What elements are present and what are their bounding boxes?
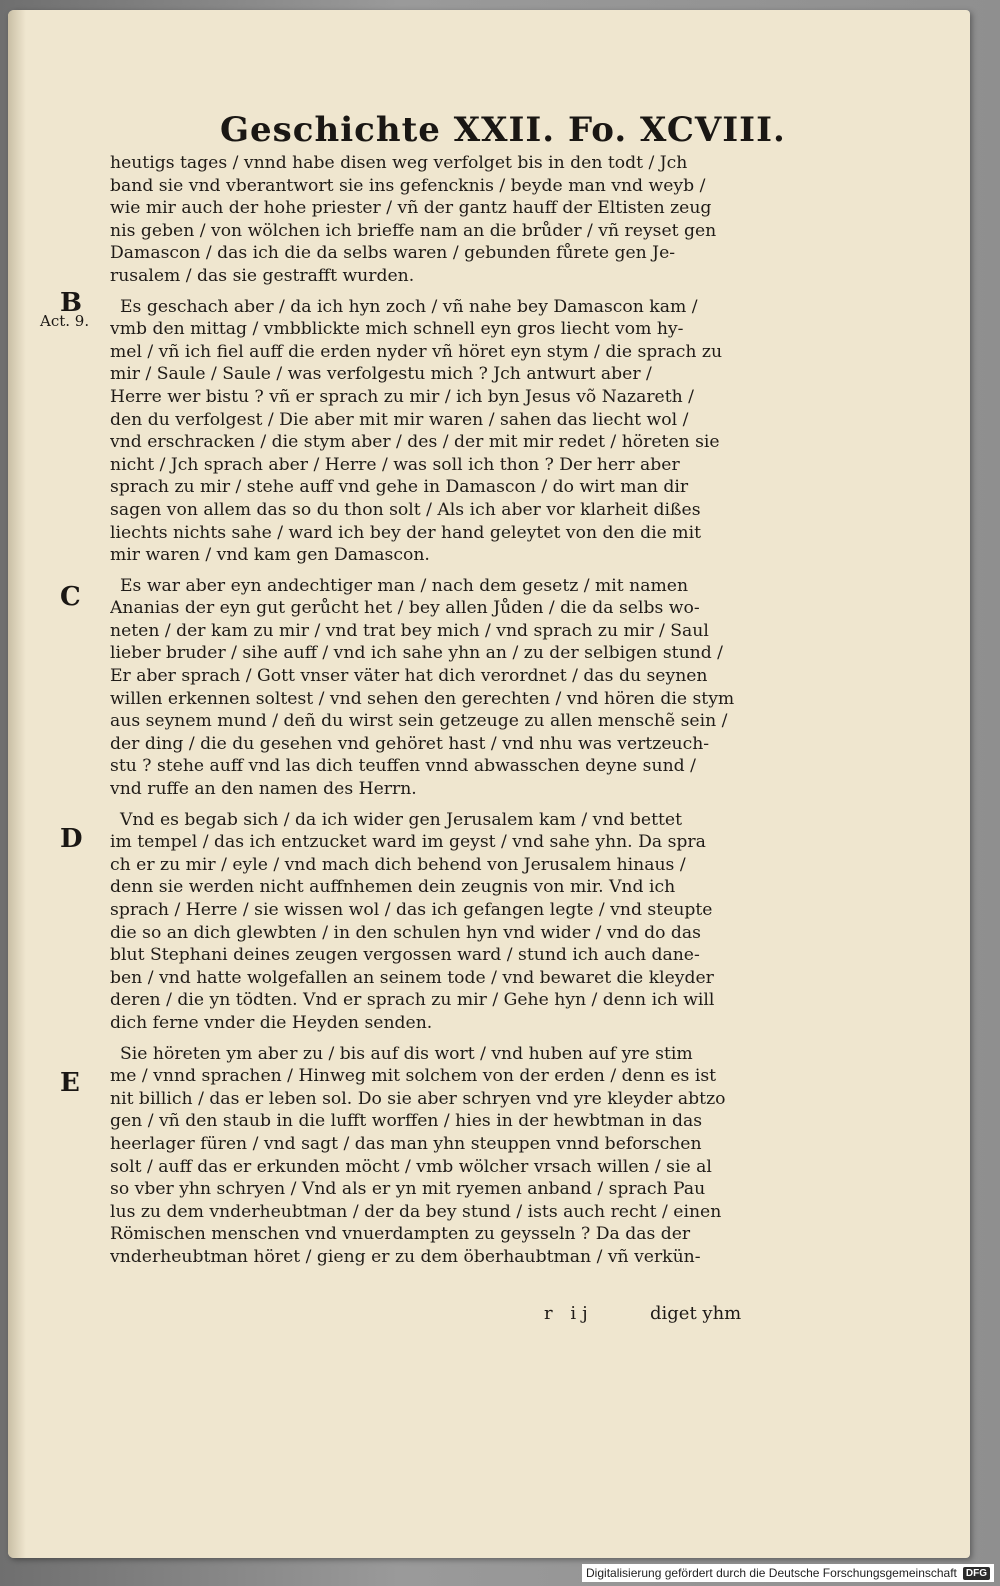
text-line: Er aber sprach / Gott vnser väter hat dich verordnet / das du seynen (110, 666, 708, 687)
paragraph-4 (110, 809, 770, 1035)
text-line: mel / vñ ich fiel auff die erden nyder vñ höret eyn stym / die sprach zu (110, 341, 723, 362)
margin-note-act: Act. 9. (40, 312, 90, 330)
text-line: Damascon / das ich die da selbs waren / gebunden fůrete gen Je- (110, 243, 676, 264)
text-line: nis geben / von wölchen ich brieffe nam an die brůder / vñ reyset gen (110, 220, 717, 241)
text-line: solt / auff das er erkunden möcht / vmb wölcher vrsach willen / sie al (110, 1156, 712, 1177)
text-line: band sie vnd vberantwort sie ins gefencknis / beyde man vnd weyb / (110, 175, 706, 196)
paragraph-2 (110, 296, 770, 567)
text-line: aus seynem mund / deñ du wirst sein getzeuge zu allen menschẽ sein / (110, 711, 728, 732)
text-line: sprach zu mir / stehe auff vnd gehe in Damascon / do wirt man dir (110, 477, 689, 498)
text-line: Römischen menschen vnd vnuerdampten zu geysseln ? Da das der (110, 1224, 691, 1245)
text-line: heerlager füren / vnd sagt / das man yhn steuppen vnnd beforschen (110, 1133, 702, 1154)
digitization-footer (582, 1564, 994, 1582)
text-line: stu ? stehe auff vnd las dich teuffen vnnd abwasschen deyne sund / (110, 756, 696, 777)
text-line: me / vnnd sprachen / Hinweg mit solchem von der erden / denn es ist (110, 1066, 717, 1087)
text-line: sprach / Herre / sie wissen wol / das ich gefangen legte / vnd steupte (110, 900, 713, 920)
text-line: rusalem / das sie gestrafft wurden. (110, 265, 415, 286)
text-line: nit billich / das er leben sol. Do sie aber schryen vnd yre kleyder abtzo (110, 1088, 726, 1109)
margin-letter-d: D (60, 824, 83, 854)
text-line: blut Stephani deines zeugen vergossen ward / stund ich auch dane- (110, 945, 700, 966)
catchword: diget yhm (650, 1303, 742, 1324)
margin-letter-c: C (60, 582, 81, 612)
text-line: mir waren / vnd kam gen Damascon. (110, 545, 430, 566)
text-line: lus zu dem vnderheubtman / der da bey stund / ists auch recht / einen (110, 1201, 722, 1222)
main-text-block (110, 152, 770, 1277)
text-line: so vber yhn schryen / Vnd als er yn mit ryemen anband / sprach Pau (110, 1179, 706, 1200)
text-line: ben / vnd hatte wolgefallen an seinem tode / vnd bewaret die kleyder (110, 967, 714, 988)
text-line: denn sie werden nicht auffnhemen dein zeugnis von mir. Vnd ich (110, 877, 676, 898)
folio-number: Fo. XCVIII. (568, 110, 786, 150)
text-line: Ananias der eyn gut gerůcht het / bey allen Jůden / die da selbs wo- (110, 598, 700, 619)
text-line: vnd ruffe an den namen des Herrn. (110, 779, 417, 800)
text-line: im tempel / das ich entzucket ward im geyst / vnd sahe yhn. Da spra (110, 832, 706, 853)
text-line: lieber bruder / sihe auff / vnd ich sahe yhn an / zu der selbigen stund / (110, 643, 723, 664)
text-line: Sie höreten ym aber zu / bis auf dis wort / vnd huben auf yre stim (120, 1043, 693, 1064)
text-line: deren / die yn tödten. Vnd er sprach zu mir / Gehe hyn / denn ich will (110, 990, 715, 1011)
text-line: ch er zu mir / eyle / vnd mach dich behend von Jerusalem hinaus / (110, 854, 686, 875)
margin-letter-b: B (60, 288, 82, 318)
text-line: Herre wer bistu ? vñ er sprach zu mir / ich byn Jesus võ Nazareth / (110, 386, 694, 407)
text-line: dich ferne vnder die Heyden senden. (110, 1012, 433, 1033)
text-line: gen / vñ den staub in die lufft worffen / hies in der hewbtman in das (110, 1111, 703, 1132)
text-line: der ding / die du gesehen vnd gehöret hast / vnd nhu was vertzeuch- (110, 733, 710, 754)
text-line: wie mir auch der hohe priester / vñ der gantz hauff der Eltisten zeug (110, 198, 712, 219)
text-line: liechts nichts sahe / ward ich bey der hand geleytet von den die mit (110, 522, 702, 543)
footer-text: Digitalisierung gefördert durch die Deutsche Forschungsgemeinschaft (586, 1566, 957, 1580)
text-line: nicht / Jch sprach aber / Herre / was soll ich thon ? Der herr aber (110, 454, 680, 475)
running-title: Geschichte XXII. (220, 110, 556, 150)
text-line: Vnd es begab sich / da ich wider gen Jerusalem kam / vnd bettet (120, 809, 682, 830)
margin-letter-e: E (60, 1068, 80, 1098)
text-line: mir / Saule / Saule / was verfolgestu mich ? Jch antwurt aber / (110, 364, 652, 385)
text-line: vmb den mittag / vmbblickte mich schnell eyn gros liecht vom hy- (110, 319, 684, 340)
text-line: willen erkennen soltest / vnd sehen den gerechten / vnd hören die stym (110, 688, 735, 709)
dfg-logo: DFG (963, 1567, 990, 1580)
text-line: Es geschach aber / da ich hyn zoch / vñ nahe bey Damascon kam / (120, 296, 698, 317)
signature-mark: r ij (544, 1303, 594, 1324)
text-line: den du verfolgest / Die aber mit mir waren / sahen das liecht wol / (110, 409, 689, 430)
text-line: neten / der kam zu mir / vnd trat bey mich / vnd sprach zu mir / Saul (110, 620, 709, 641)
text-line: Es war aber eyn andechtiger man / nach dem gesetz / mit namen (120, 575, 689, 596)
text-line: vnderheubtman höret / gieng er zu dem öberhaubtman / vñ verkün- (110, 1246, 701, 1267)
text-line: die so an dich glewbten / in den schulen hyn vnd wider / vnd do das (110, 922, 701, 943)
paragraph-5 (110, 1043, 770, 1269)
paragraph-3 (110, 575, 770, 801)
text-line: sagen von allem das so du thon solt / Als ich aber vor klarheit dißes (110, 499, 701, 520)
paragraph-1 (110, 152, 770, 288)
text-line: heutigs tages / vnnd habe disen weg verfolget bis in den todt / Jch (110, 153, 688, 173)
text-line: vnd erschracken / die stym aber / des / der mit mir redet / höreten sie (110, 432, 720, 453)
